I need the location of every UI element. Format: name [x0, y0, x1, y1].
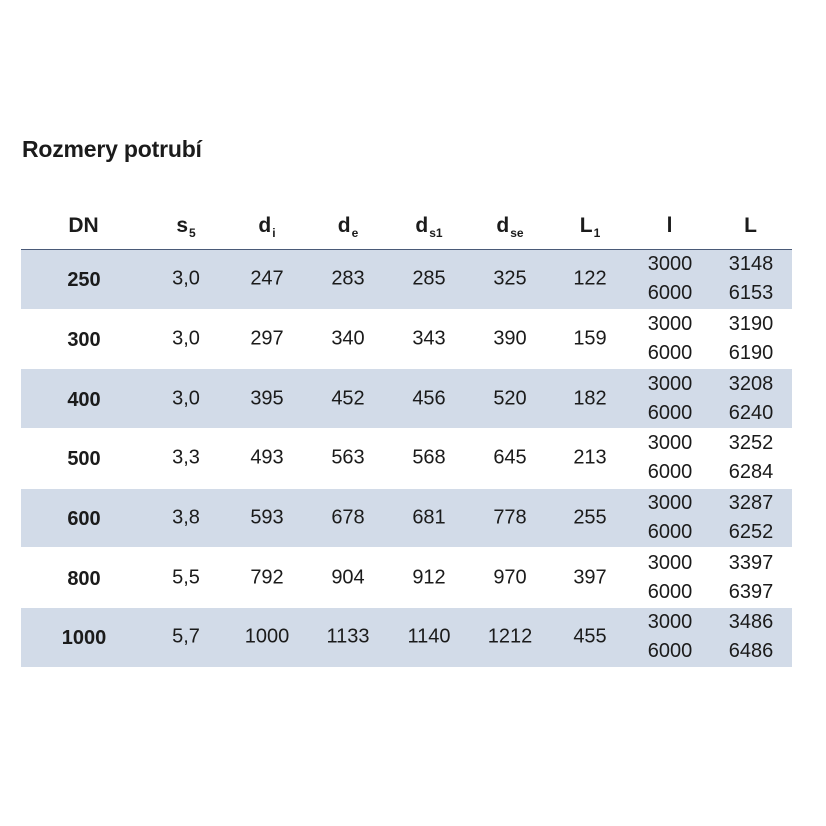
cell-l1: 455 — [573, 625, 607, 648]
cell-L — [729, 608, 774, 667]
header-dse: $d_{se}$ — [496, 214, 524, 240]
cell-L-value: 6284 — [728, 461, 774, 484]
cell-di: 493 — [250, 446, 284, 469]
header-de: $d_e$ — [337, 214, 359, 240]
cell-l-value: 6000 — [647, 282, 693, 305]
cell-l — [648, 608, 693, 667]
cell-L-value: 3287 — [728, 492, 774, 515]
cell-l1: 122 — [573, 267, 607, 290]
cell-l-value: 3000 — [647, 313, 693, 336]
cell-L — [729, 429, 774, 488]
cell-s5: 3,0 — [172, 267, 200, 290]
cell-L-value: 6240 — [728, 401, 774, 424]
cell-di: 297 — [250, 327, 284, 350]
cell-ds1: 285 — [412, 267, 446, 290]
cell-l-value: 6000 — [647, 521, 693, 544]
header-ds1: $d_{s1}$ — [415, 214, 443, 240]
cell-L — [729, 250, 774, 309]
cell-dn: 500 — [67, 448, 101, 471]
cell-de: 563 — [331, 446, 365, 469]
cell-ds1: 343 — [412, 327, 446, 350]
cell-L — [729, 310, 774, 369]
cell-L — [729, 548, 774, 607]
cell-l-value: 6000 — [647, 580, 693, 603]
cell-dn: 1000 — [61, 627, 107, 650]
table-row — [21, 250, 792, 310]
cell-l — [648, 310, 693, 369]
header-dn: DN — [68, 214, 99, 237]
cell-dn: 250 — [67, 269, 101, 292]
table-header — [21, 208, 792, 250]
cell-L-value: 6190 — [728, 342, 774, 365]
cell-L-value: 6153 — [728, 282, 774, 305]
cell-dse: 778 — [493, 506, 527, 529]
cell-l-value: 6000 — [647, 461, 693, 484]
cell-s5: 3,0 — [172, 387, 200, 410]
cell-s5: 3,8 — [172, 506, 200, 529]
cell-L-value: 6486 — [728, 640, 774, 663]
cell-l1: 397 — [573, 566, 607, 589]
cell-di: 593 — [250, 506, 284, 529]
cell-l1: 213 — [573, 446, 607, 469]
cell-l — [648, 429, 693, 488]
cell-di: 1000 — [244, 625, 290, 648]
header-s5: $s_5$ — [176, 214, 196, 240]
cell-ds1: 912 — [412, 566, 446, 589]
cell-l-value: 6000 — [647, 640, 693, 663]
table-row — [21, 429, 792, 489]
cell-s5: 5,7 — [172, 625, 200, 648]
cell-s5: 5,5 — [172, 566, 200, 589]
cell-de: 340 — [331, 327, 365, 350]
header-l: l — [666, 214, 673, 237]
cell-ds1: 568 — [412, 446, 446, 469]
cell-l1: 182 — [573, 387, 607, 410]
cell-L-value: 3486 — [728, 611, 774, 634]
page-title: Rozmery potrubí — [22, 136, 202, 162]
cell-L-value: 6252 — [728, 521, 774, 544]
cell-dse: 325 — [493, 267, 527, 290]
cell-L — [729, 369, 774, 428]
cell-l — [648, 489, 693, 548]
cell-l1: 159 — [573, 327, 607, 350]
cell-dse: 645 — [493, 446, 527, 469]
table-row — [21, 489, 792, 549]
cell-de: 904 — [331, 566, 365, 589]
cell-l-value: 3000 — [647, 551, 693, 574]
header-di: $d_i$ — [258, 214, 276, 240]
table-row — [21, 310, 792, 370]
header-l1: $L_1$ — [579, 214, 601, 240]
cell-L-value: 3397 — [728, 551, 774, 574]
cell-L-value: 3190 — [728, 313, 774, 336]
cell-dn: 300 — [67, 328, 101, 351]
cell-di: 395 — [250, 387, 284, 410]
cell-dn: 400 — [67, 388, 101, 411]
cell-L-value: 3252 — [728, 432, 774, 455]
cell-ds1: 681 — [412, 506, 446, 529]
cell-de: 283 — [331, 267, 365, 290]
cell-L-value: 6397 — [728, 580, 774, 603]
cell-l-value: 3000 — [647, 253, 693, 276]
cell-L — [729, 489, 774, 548]
pipe-dimensions-table — [21, 208, 792, 668]
table-row — [21, 548, 792, 608]
table-row — [21, 608, 792, 668]
cell-l — [648, 548, 693, 607]
cell-dn: 800 — [67, 567, 101, 590]
cell-dse: 390 — [493, 327, 527, 350]
cell-dse: 1212 — [487, 625, 533, 648]
cell-di: 247 — [250, 267, 284, 290]
cell-l — [648, 250, 693, 309]
cell-dse: 970 — [493, 566, 527, 589]
cell-de: 452 — [331, 387, 365, 410]
cell-l-value: 3000 — [647, 432, 693, 455]
cell-s5: 3,3 — [172, 446, 200, 469]
cell-L-value: 3208 — [728, 372, 774, 395]
cell-ds1: 456 — [412, 387, 446, 410]
cell-dn: 600 — [67, 507, 101, 530]
cell-l — [648, 369, 693, 428]
table-row — [21, 369, 792, 429]
cell-L-value: 3148 — [728, 253, 774, 276]
cell-di: 792 — [250, 566, 284, 589]
cell-l-value: 6000 — [647, 342, 693, 365]
cell-l-value: 3000 — [647, 372, 693, 395]
cell-ds1: 1140 — [407, 625, 451, 648]
cell-l-value: 3000 — [647, 492, 693, 515]
cell-l-value: 3000 — [647, 611, 693, 634]
cell-de: 678 — [331, 506, 365, 529]
cell-dse: 520 — [493, 387, 527, 410]
header-L: L — [744, 214, 757, 237]
cell-s5: 3,0 — [172, 327, 200, 350]
cell-de: 1133 — [326, 625, 370, 648]
cell-l1: 255 — [573, 506, 607, 529]
cell-l-value: 6000 — [647, 401, 693, 424]
